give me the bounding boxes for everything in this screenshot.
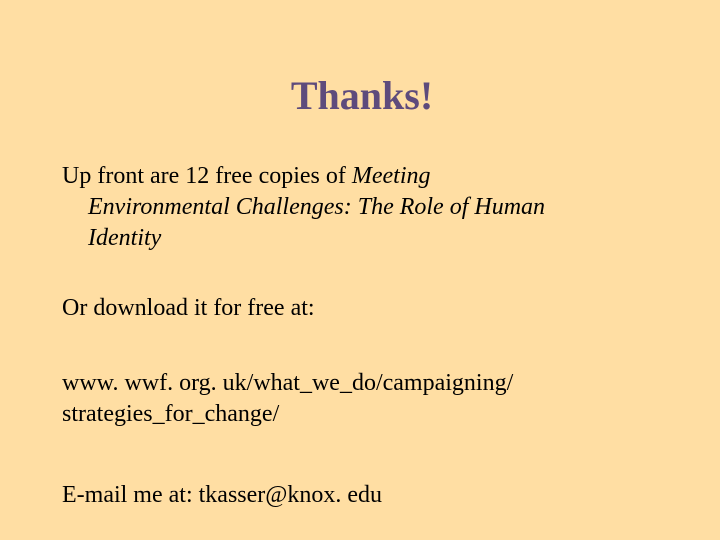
url-paragraph — [62, 368, 682, 430]
intro-line-1 — [62, 161, 682, 192]
url-line-2: strategies_for_change/ — [62, 401, 280, 427]
email-paragraph — [62, 480, 682, 511]
download-paragraph — [62, 293, 682, 324]
email-text: E-mail me at: tkasser@knox. edu — [62, 482, 383, 508]
slide-title-text: Thanks! — [290, 73, 434, 118]
download-text: Or download it for free at: — [62, 295, 315, 321]
url-line-1: www. wwf. org. uk/what_we_do/campaigning/ — [62, 370, 514, 396]
intro-paragraph — [62, 161, 682, 254]
book-title-part-2: Environmental Challenges: The Role of Human — [88, 194, 546, 220]
slide-title — [0, 68, 720, 124]
book-title-part-3: Identity — [88, 225, 162, 251]
book-title-part-1: Meeting — [351, 163, 431, 189]
intro-prefix: Up front are 12 free copies of — [62, 163, 352, 189]
